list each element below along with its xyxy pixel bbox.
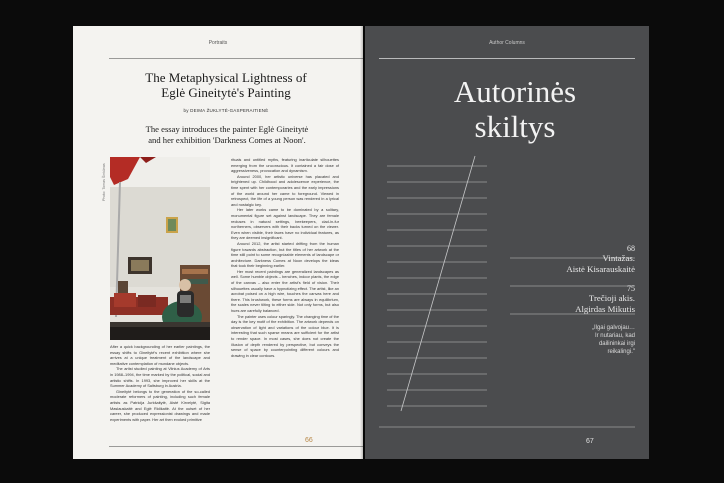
page-number: 66 [305, 437, 313, 444]
title-line-1: The Metaphysical Lightness of [145, 70, 307, 85]
decorative-lines [365, 26, 649, 459]
lead-line-1: The essay introduces the painter Eglė Gineitytė [145, 124, 309, 134]
byline-prefix: by [183, 108, 189, 113]
lead-line-2: and her exhibition 'Darkness Comes at Noon'. [148, 135, 306, 145]
artist-photo-illustration [110, 157, 210, 340]
page-number: 67 [586, 438, 594, 445]
paragraph: Around 2000, her artistic universe has placated and brightened up. Childhood and adolescence experience, the time spent with her contemporaries and the early impressions of the world around her came to foreground. Viewed in retrospect, the life of a young person was rendered in a lyrical and nostalgic key. [231, 173, 339, 207]
paragraph: Around 2012, the artist started drifting from the human figure towards abstraction, but the titles of her artwork at the time still point to some recognizable elements of landscape or architecture. Darkness Comes at Noon develops the ideas that took their beginning earlier. [231, 240, 339, 269]
pull-quote [555, 324, 635, 356]
page-header: Portraits [208, 40, 228, 46]
body-column-2 [231, 157, 339, 440]
byline [113, 108, 339, 113]
right-page [365, 26, 649, 459]
page-header: Author Columns [489, 40, 525, 46]
quote-line: dailininkai irgi [598, 341, 635, 347]
paragraph: rituals and untitled myths, featuring inarticulate silhouettes emerging from the unconscious. It contained a fair dose of aggressiveness, provocation and dynamism. [231, 157, 339, 174]
toc-author: Aistė Kisarauskaitė [566, 264, 635, 274]
section-title-line-1: Autorinės [453, 74, 577, 109]
section-title-line-2: skiltys [474, 109, 556, 144]
toc-title: Vintažas. [602, 253, 635, 263]
paragraph: Her most recent paintings are generalized landscapes as well. Some humble objects – benches, indoor plants, the edge of the canvas – also enter the artist's field of vision. Their silhouettes usually have a hypnotizing effect. The artist, like an acrobat poised on a high wire, touches the canvas here and there. This brushwork, these forms are always in equilibrium, the scales never tilting to either side. Not only forms, but also hues are carefully balanced. [231, 268, 339, 314]
toc-entry[interactable] [566, 244, 635, 275]
footer-rule [109, 446, 363, 447]
diagonal-line [401, 156, 475, 411]
toc-author: Algirdas Mikutis [575, 304, 635, 314]
artist-photo [110, 157, 210, 340]
toc-page-number: 75 [627, 284, 635, 293]
paragraph: Gineitytė belongs to the generation of the so-called moderate reformers of painting, including such female artists as Patricija Jurkšaitytė, Aistė Kirvelytė, Sigita Maslauskaitė and Eglė Ridikaitė. At the outset of her career, she produced expressionist drawings and made experiments with paper. Her art then evoked primitive [110, 388, 210, 422]
header-rule [109, 58, 363, 59]
quote-line: reikalingi." [607, 349, 635, 355]
quote-line: „Ilgai galvojau… [591, 325, 635, 331]
author-name: DEIMA ŽUKLYTĖ-GASPERAITIENĖ [190, 108, 269, 113]
quote-line: Ir nutariau, kad [594, 333, 635, 339]
toc-entry[interactable] [575, 284, 635, 315]
left-page [73, 26, 363, 459]
title-line-2: Eglė Gineitytė's Painting [161, 85, 291, 100]
paragraph: The artist studied painting at Vilnius Academy of Arts in 1988–1994, the time marked by the political, social and artistic shifts. In 1993, she improved her skills at the Summer Academy of Saltsburg in Austria. [110, 366, 210, 389]
toc-page-number: 68 [627, 244, 635, 253]
photo-credit: Photo: Tomas Šinkūnas [102, 163, 106, 201]
article-title [113, 70, 339, 100]
lead-paragraph [111, 124, 343, 146]
paragraph: Her later works came to be dominated by a solitary, monumental figure set against landscape. They are female recluses in natural settings, beekeepers, clad-in-fur northerners, observers with their backs turned on the viewer. Even when visible, their faces have no individual features, as they are deemed insignificant. [231, 207, 339, 241]
toc-title: Trečioji akis. [588, 293, 635, 303]
body-column-1 [110, 344, 210, 440]
paragraph: The painter uses colour sparingly. The changing time of the day is the key motif of the exhibition. The artwork depends on observation of light and variations of the colour blue. It is interesting that such sparse means are sufficient for the artist to render space. In most cases, she does not create the illusion of depth rendered by perspective, but conveys the sense of space by counterpointing different colours and drawing in clear contours. [231, 313, 339, 358]
paragraph: After a quick backgrounding of her earlier paintings, the essay shifts to Gineitytė's recent exhibition where she arrives at a unique treatment of the landscape and meditative contemplation of mundane objects. [110, 344, 210, 366]
